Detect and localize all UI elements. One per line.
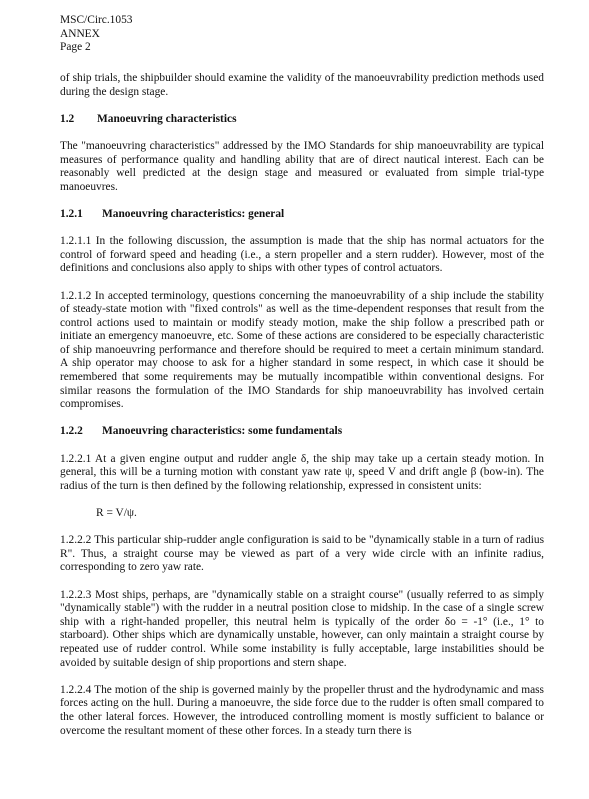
document-body — [60, 72, 544, 752]
paragraph-1-2-2-4: 1.2.2.4 The motion of the ship is governed mainly by the propeller thrust and the hydrodynamic and mass forces acting on the hull. During a manoeuvre, the side force due to the rudder is often small compared to the other lateral forces. However, the introduced controlling moment is mostly sufficient to balance or overcome the resultant moment of these other forces. In a steady turn there is — [60, 683, 544, 737]
section-number: 1.2.2 — [60, 425, 83, 438]
page-header — [60, 14, 132, 55]
paragraph-1-2-2-3: 1.2.2.3 Most ships, perhaps, are "dynamically stable on a straight course" (usually referred to as simply "dynamically stable") with the rudder in a neutral position close to midship. In the case of a single screw ship with a right-handed propeller, this neutral helm is typically of the order δo = -1° (i.e., 1° to starboard). Other ships which are dynamically unstable, however, can only maintain a straight course by repeated use of rudder control. While some instability is fully acceptable, large instabilities should be avoided by suitable design of ship proportions and stern shape. — [60, 588, 544, 669]
section-heading-1-2 — [60, 113, 544, 127]
paragraph-1-2-2-1: 1.2.2.1 At a given engine output and rudder angle δ, the ship may take up a certain steady motion. In general, this will be a turning motion with constant yaw rate ψ, speed V and drift angle β (bow-in). The radius of the turn is then defined by the following relationship, expressed in consistent units: — [60, 452, 544, 492]
circular-reference: MSC/Circ.1053 — [60, 14, 133, 26]
turn-radius-formula: R = V/ψ. — [96, 507, 137, 519]
intro-paragraph: of ship trials, the shipbuilder should examine the validity of the manoeuvrability prediction methods used during the design stage. — [60, 72, 544, 98]
annex-label: ANNEX — [60, 27, 100, 40]
paragraph-1-2-1-2: 1.2.1.2 In accepted terminology, questions concerning the manoeuvrability of a ship include the stability of steady-state motion with "fixed controls" as well as the time-dependent responses that result from the control actions used to maintain or modify steady motion, make the ship follow a prescribed path or initiate an emergency manoeuvre, etc. Some of these actions are considered to be especially characteristic of ship manoeuvring performance and therefore should be required to meet a certain minimum standard. A ship operator may choose to ask for a higher standard in some respect, in which case it should be remembered that some requirements may be mutually incompatible within conventional designs. For similar reasons the formulation of the IMO Standards for ship manoeuvrability has involved certain compromises. — [60, 289, 544, 411]
section-title: Manoeuvring characteristics: general — [102, 207, 285, 220]
paragraph-1-2-2-2: 1.2.2.2 This particular ship-rudder angle configuration is said to be "dynamically stable in a turn of radius R". Thus, a straight course may be viewed as part of a very wide circle with an infinite radius, corresponding to zero yaw rate. — [60, 534, 544, 574]
section-number: 1.2 — [60, 112, 75, 125]
paragraph-1-2-1-1: 1.2.1.1 In the following discussion, the assumption is made that the ship has normal actuators for the control of forward speed and heading (i.e., a stern propeller and a stern rudder). However, most of the definitions and conclusions also apply to ships with other types of control actuators. — [60, 235, 544, 275]
section-number: 1.2.1 — [60, 207, 83, 220]
paragraph-1-2: The "manoeuvring characteristics" addressed by the IMO Standards for ship manoeuvrability are typical measures of performance quality and handling ability that are of direct nautical interest. Each can be reasonably well predicted at the design stage and measured or evaluated from simple trial-type manoeuvres. — [60, 139, 544, 193]
section-heading-1-2-1 — [60, 208, 544, 222]
section-heading-1-2-2 — [60, 425, 544, 439]
section-title: Manoeuvring characteristics — [97, 112, 237, 125]
page-number: Page 2 — [60, 41, 91, 54]
section-title: Manoeuvring characteristics: some fundamentals — [102, 425, 343, 438]
